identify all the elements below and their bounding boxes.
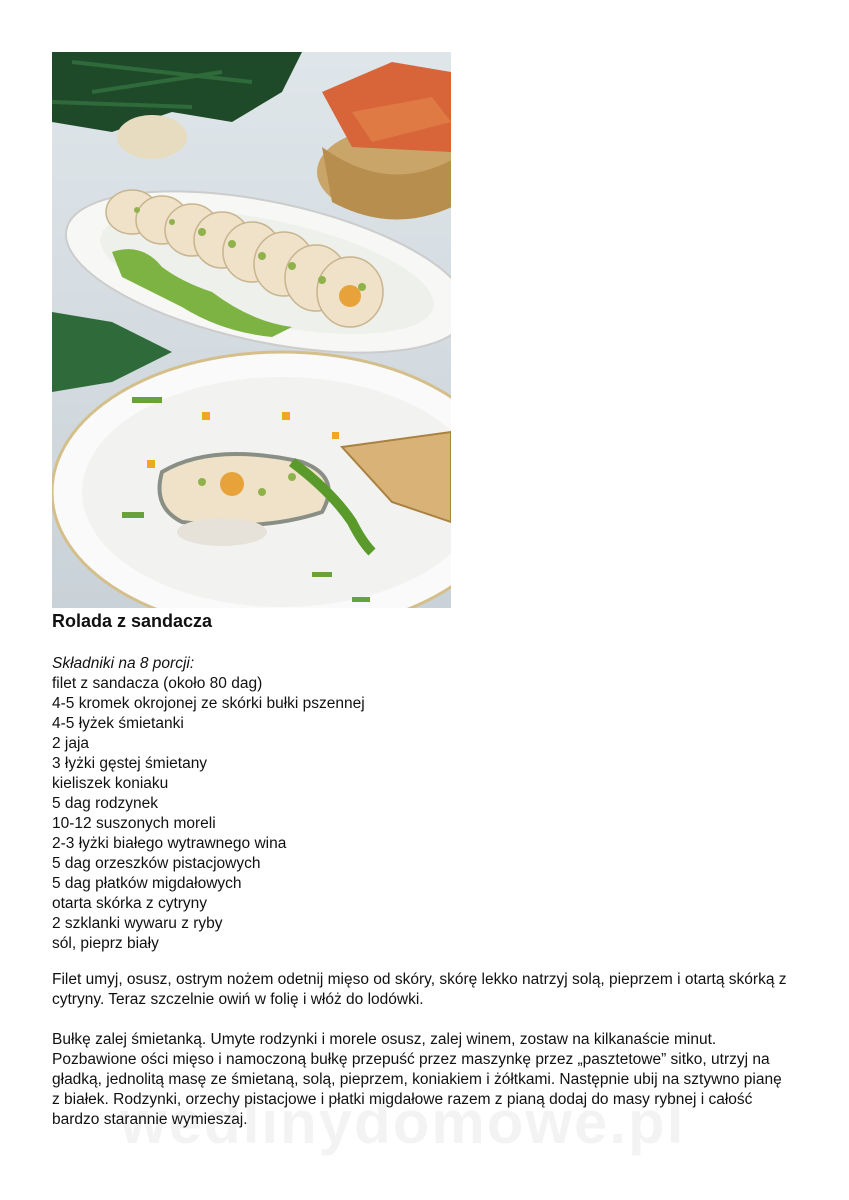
recipe-title: Rolada z sandacza xyxy=(52,611,213,631)
food-photo-icon xyxy=(52,52,451,608)
ingredient-item: filet z sandacza (około 80 dag) xyxy=(52,675,263,692)
ingredient-item: sól, pieprz biały xyxy=(52,935,159,952)
ingredient-item: 5 dag orzeszków pistacjowych xyxy=(52,855,261,872)
ingredient-item: otarta skórka z cytryny xyxy=(52,895,208,912)
ingredient-item: kieliszek koniaku xyxy=(52,775,169,792)
ingredient-item: 2 szklanki wywaru z ryby xyxy=(52,915,223,932)
ingredient-item: 4-5 łyżek śmietanki xyxy=(52,715,184,732)
watermark xyxy=(120,1088,685,1157)
ingredients-list xyxy=(52,674,365,954)
ingredient-item: 5 dag płatków migdałowych xyxy=(52,875,242,892)
recipe-photo xyxy=(52,52,451,608)
ingredient-item: 2-3 łyżki białego wytrawnego wina xyxy=(52,835,287,852)
ingredient-item: 4-5 kromek okrojonej ze skórki bułki pszennej xyxy=(52,695,365,712)
ingredients-header: Składniki na 8 porcji: xyxy=(52,655,195,672)
ingredient-item: 3 łyżki gęstej śmietany xyxy=(52,755,208,772)
ingredient-item: 5 dag rodzynek xyxy=(52,795,158,812)
instructions-paragraph-1: Filet umyj, osusz, ostrym nożem odetnij mięso od skóry, skórę lekko natrzyj solą, pieprzem i otartą skórką z cytryny. Teraz szczelnie owiń w folię i włóż do lodówki. xyxy=(52,971,787,1008)
ingredient-item: 10-12 suszonych moreli xyxy=(52,815,216,832)
ingredient-item: 2 jaja xyxy=(52,735,90,752)
ingredients-section xyxy=(52,654,365,954)
instructions-paragraph-2: Bułkę zalej śmietanką. Umyte rodzynki i morele osusz, zalej winem, zostaw na kilkanaście minut. Pozbawione ości mięso i namoczoną bułkę przepuść przez maszynkę przez „pasztetowe” sitko, utrzyj na gładką, jednolitą masę ze śmietaną, solą, pieprzem, koniakiem i żółtkami. Następnie ubij na sztywno pianę z białek. Rodzynki, orzechy pistacjowe i płatki migdałowe razem z pianą dodaj do masy rybnej i całość bardzo starannie wymieszaj. xyxy=(52,1031,782,1128)
